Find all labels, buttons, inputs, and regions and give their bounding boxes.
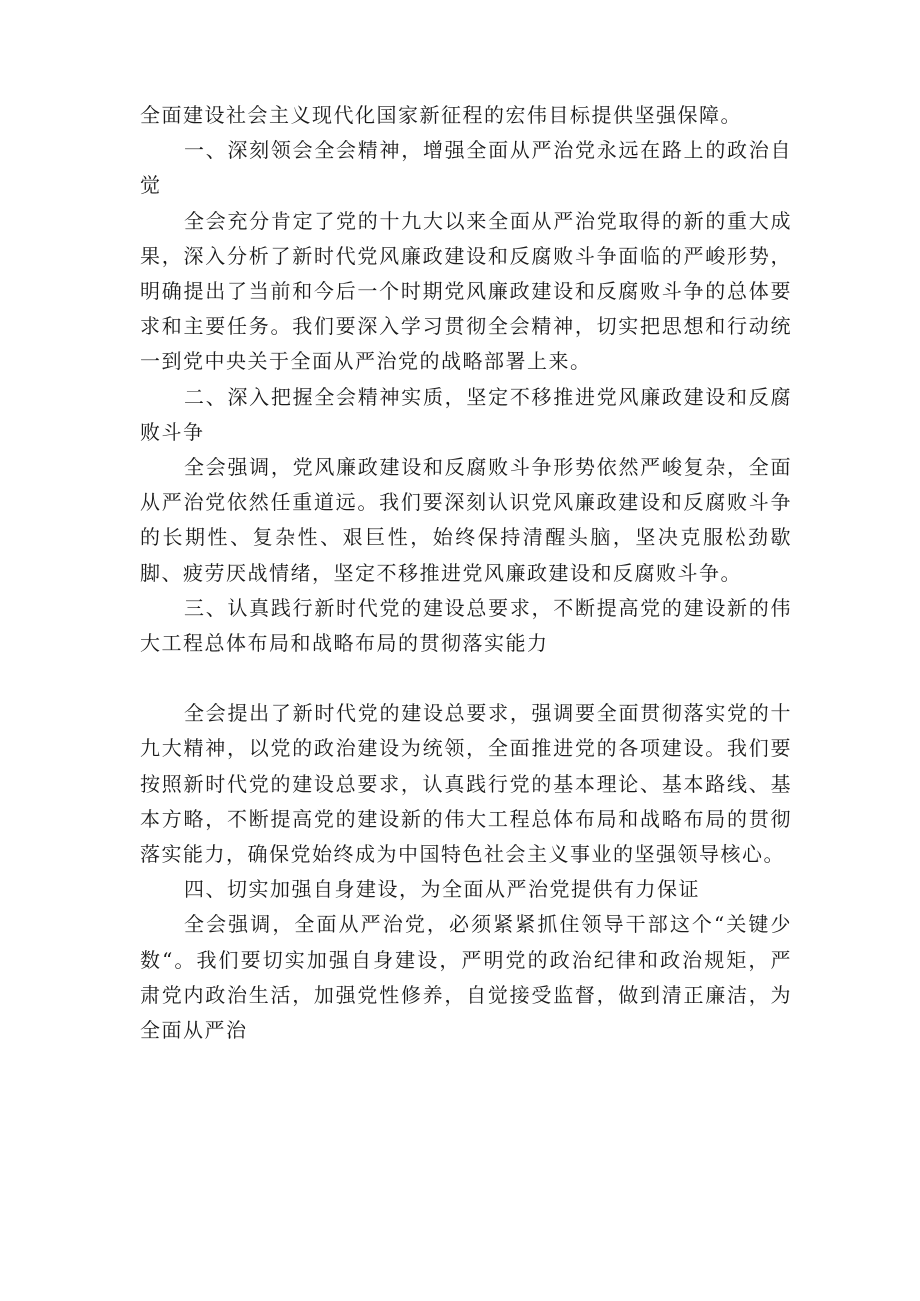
body-paragraph-1: 全会充分肯定了党的十九大以来全面从严治党取得的新的重大成果，深入分析了新时代党风廉政建设和反腐败斗争面临的严峻形势，明确提出了当前和今后一个时期党风廉政建设和反腐败斗争的总体要求和主要任务。我们要深入学习贯彻全会精神，切实把思想和行动统一到党中央关于全面从严治党的战略部署上来。	[140, 208, 792, 374]
section-heading-1: 一、深刻领会全会精神，增强全面从严治党永远在路上的政治自觉	[140, 138, 792, 198]
section-heading-3: 三、认真践行新时代党的建设总要求，不断提高党的建设新的伟大工程总体布局和战略布局的贯彻落实能力	[140, 595, 792, 656]
paragraph-continuation: 全面建设社会主义现代化国家新征程的宏伟目标提供坚强保障。	[140, 103, 742, 127]
body-paragraph-3: 全会提出了新时代党的建设总要求，强调要全面贯彻落实党的十九大精神，以党的政治建设为统领，全面推进党的各项建设。我们要按照新时代党的建设总要求，认真践行党的基本理论、基本路线、基本方略，不断提高党的建设新的伟大工程总体布局和战略布局的贯彻落实能力，确保党始终成为中国特色社会主义事业的坚强领导核心。	[140, 701, 792, 867]
document-page	[140, 98, 792, 1048]
section-heading-2: 二、深入把握全会精神实质，坚定不移推进党风廉政建设和反腐败斗争	[140, 384, 792, 444]
body-paragraph-2: 全会强调，党风廉政建设和反腐败斗争形势依然严峻复杂，全面从严治党依然任重道远。我们要深刻认识党风廉政建设和反腐败斗争的长期性、复杂性、艰巨性，始终保持清醒头脑，坚决克服松劲歇脚、疲劳厌战情绪，坚定不移推进党风廉政建设和反腐败斗争。	[140, 455, 792, 585]
section-heading-4: 四、切实加强自身建设，为全面从严治党提供有力保证	[184, 877, 700, 902]
body-paragraph-4: 全会强调，全面从严治党，必须紧紧抓住领导干部这个“关键少数“。我们要切实加强自身建设，严明党的政治纪律和政治规矩，严肃党内政治生活，加强党性修养，自觉接受监督，做到清正廉洁，为全面从严治	[140, 912, 792, 1043]
